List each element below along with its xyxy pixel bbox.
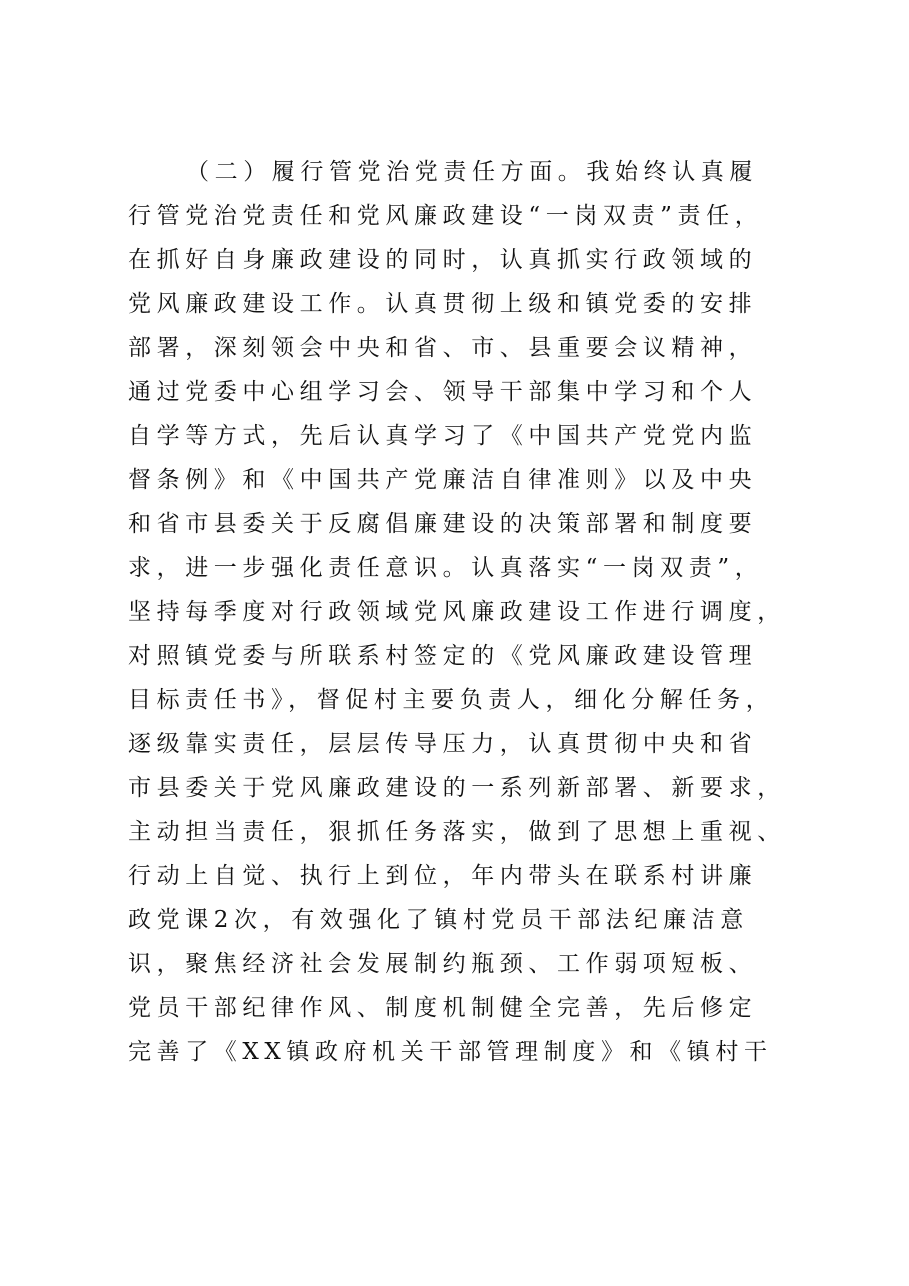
text-line-18: 政党课2次，有效强化了镇村党员干部法纪廉洁意 bbox=[128, 907, 749, 933]
text-line-17: 行动上自觉、执行上到位，年内带头在联系村讲廉 bbox=[128, 863, 758, 889]
text-line-10: 求，进一步强化责任意识。认真落实“一岗双责”， bbox=[128, 555, 764, 581]
text-line-20: 党员干部纪律作风、制度机制健全完善，先后修定 bbox=[128, 995, 758, 1021]
text-line-4: 党风廉政建设工作。认真贯彻上级和镇党委的安排 bbox=[128, 291, 758, 317]
text-line-7: 自学等方式，先后认真学习了《中国共产党党内监 bbox=[128, 423, 758, 449]
text-line-3: 在抓好自身廉政建设的同时，认真抓实行政领域的 bbox=[128, 247, 758, 273]
text-line-13: 目标责任书》，督促村主要负责人，细化分解任务， bbox=[128, 687, 775, 713]
document-body bbox=[128, 150, 818, 1074]
text-line-2: 行管党治党责任和党风廉政建设“一岗双责”责任， bbox=[128, 203, 764, 229]
text-line-15: 市县委关于党风廉政建设的一系列新部署、新要求， bbox=[128, 775, 786, 801]
text-line-6: 通过党委中心组学习会、领导干部集中学习和个人 bbox=[128, 379, 758, 405]
text-line-12: 对照镇党委与所联系村签定的《党风廉政建设管理 bbox=[128, 643, 758, 669]
text-line-21: 完善了《XX镇政府机关干部管理制度》和《镇村干 bbox=[128, 1039, 773, 1065]
text-line-8: 督条例》和《中国共产党廉洁自律准则》以及中央 bbox=[128, 467, 758, 493]
text-line-14: 逐级靠实责任，层层传导压力，认真贯彻中央和省 bbox=[128, 731, 758, 757]
text-line-11: 坚持每季度对行政领域党风廉政建设工作进行调度， bbox=[128, 599, 786, 625]
text-line-19: 识，聚焦经济社会发展制约瓶颈、工作弱项短板、 bbox=[128, 951, 758, 977]
text-line-5: 部署，深刻领会中央和省、市、县重要会议精神， bbox=[128, 335, 758, 361]
text-line-1: （二）履行管党治党责任方面。我始终认真履 bbox=[186, 159, 758, 185]
text-line-16: 主动担当责任，狠抓任务落实，做到了思想上重视、 bbox=[128, 819, 786, 845]
text-line-9: 和省市县委关于反腐倡廉建设的决策部署和制度要 bbox=[128, 511, 758, 537]
